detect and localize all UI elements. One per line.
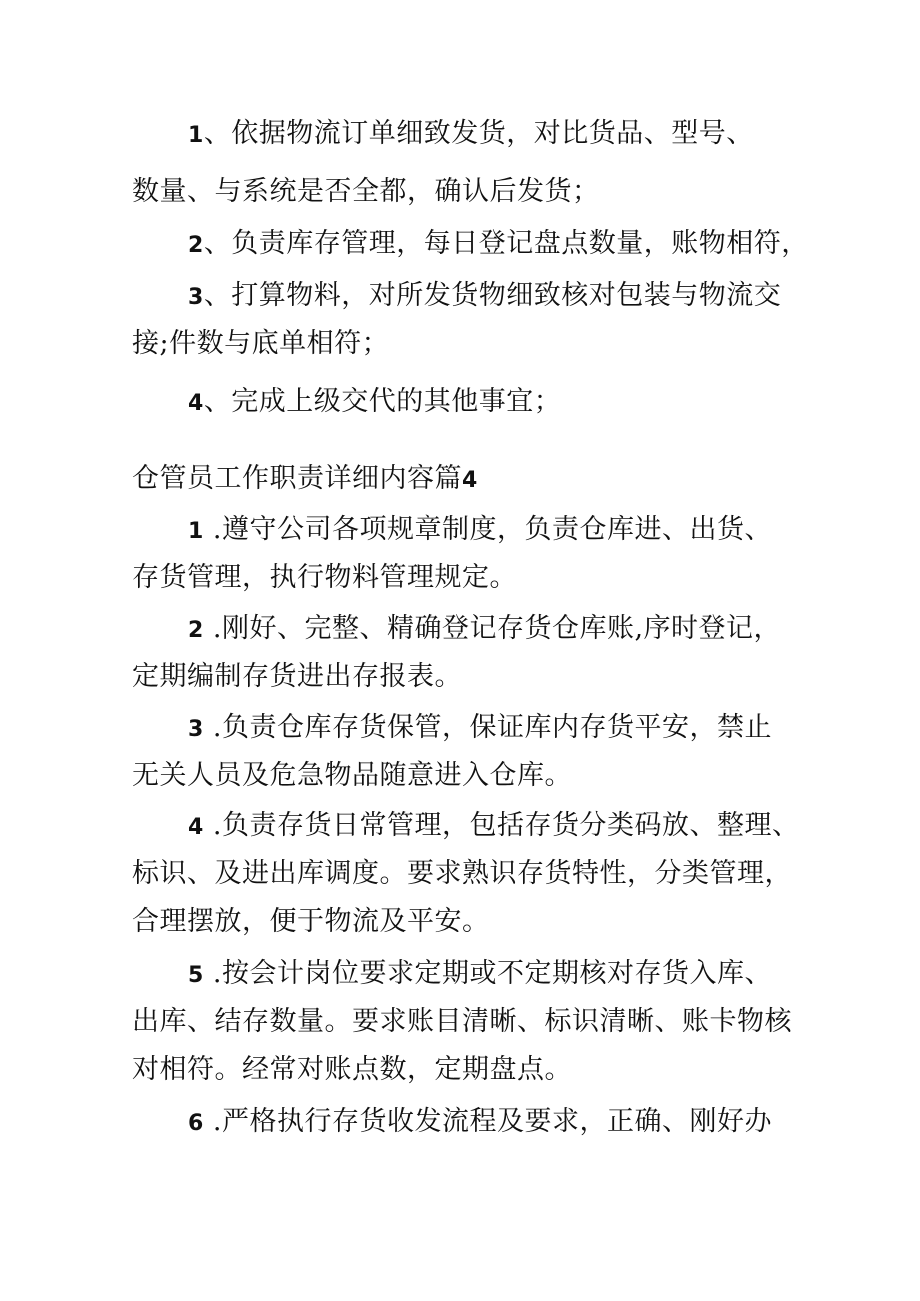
item-2-line-1	[188, 226, 809, 264]
rule-4-line-2: 标识、及进出库调度。要求熟识存货特性，分类管理，	[132, 858, 792, 889]
item-number: 6	[188, 1111, 204, 1136]
item-number: 5	[188, 963, 204, 988]
rule-4-line-3: 合理摆放，便于物流及平安。	[132, 906, 490, 937]
rule-5-line-1	[188, 956, 772, 994]
rule-4-line-1	[188, 808, 799, 846]
section-heading	[132, 461, 478, 499]
item-text: .按会计岗位要求定期或不定期核对存货入库、	[203, 958, 772, 989]
rule-3-line-1	[188, 710, 772, 748]
item-1-line-2: 数量、与系统是否全都，确认后发货；	[132, 176, 600, 207]
item-text: 、完成上级交代的其他事宜；	[203, 386, 562, 417]
item-text: 、依据物流订单细致发货，对比货品、型号、	[203, 118, 754, 149]
heading-text: 仓管员工作职责详细内容篇	[132, 463, 462, 494]
item-1-line-1	[188, 116, 754, 154]
item-text: 、负责库存管理，每日登记盘点数量，账物相符，	[203, 228, 809, 259]
heading-number: 4	[462, 468, 478, 493]
item-text: 、打算物料，对所发货物细致核对包装与物流交	[203, 280, 782, 311]
item-text: .刚好、完整、精确登记存货仓库账,序时登记，	[203, 613, 782, 644]
item-number: 2	[188, 618, 204, 643]
rule-2-line-2: 定期编制存货进出存报表。	[132, 661, 462, 692]
rule-1-line-2: 存货管理，执行物料管理规定。	[132, 562, 517, 593]
item-4-line-1	[188, 384, 561, 422]
item-number: 2	[188, 233, 204, 258]
rule-3-line-2: 无关人员及危急物品随意进入仓库。	[132, 760, 572, 791]
rule-1-line-1	[188, 512, 772, 550]
item-text: .负责存货日常管理，包括存货分类码放、整理、	[203, 810, 800, 841]
item-number: 3	[188, 285, 204, 310]
item-number: 4	[188, 815, 204, 840]
item-text: .严格执行存货收发流程及要求，正确、刚好办	[203, 1106, 772, 1137]
item-text: .遵守公司各项规章制度，负责仓库进、出货、	[203, 514, 772, 545]
rule-5-line-3: 对相符。经常对账点数，定期盘点。	[132, 1054, 572, 1085]
item-3-line-1	[188, 278, 781, 316]
rule-5-line-2: 出库、结存数量。要求账目清晰、标识清晰、账卡物核	[132, 1006, 792, 1037]
item-number: 1	[188, 519, 204, 544]
rule-2-line-1	[188, 611, 781, 649]
item-number: 4	[188, 391, 204, 416]
item-text: .负责仓库存货保管，保证库内存货平安，禁止	[203, 712, 772, 743]
item-3-line-2: 接;件数与底单相符；	[132, 328, 390, 359]
rule-6-line-1	[188, 1104, 772, 1142]
item-number: 3	[188, 717, 204, 742]
item-number: 1	[188, 123, 204, 148]
